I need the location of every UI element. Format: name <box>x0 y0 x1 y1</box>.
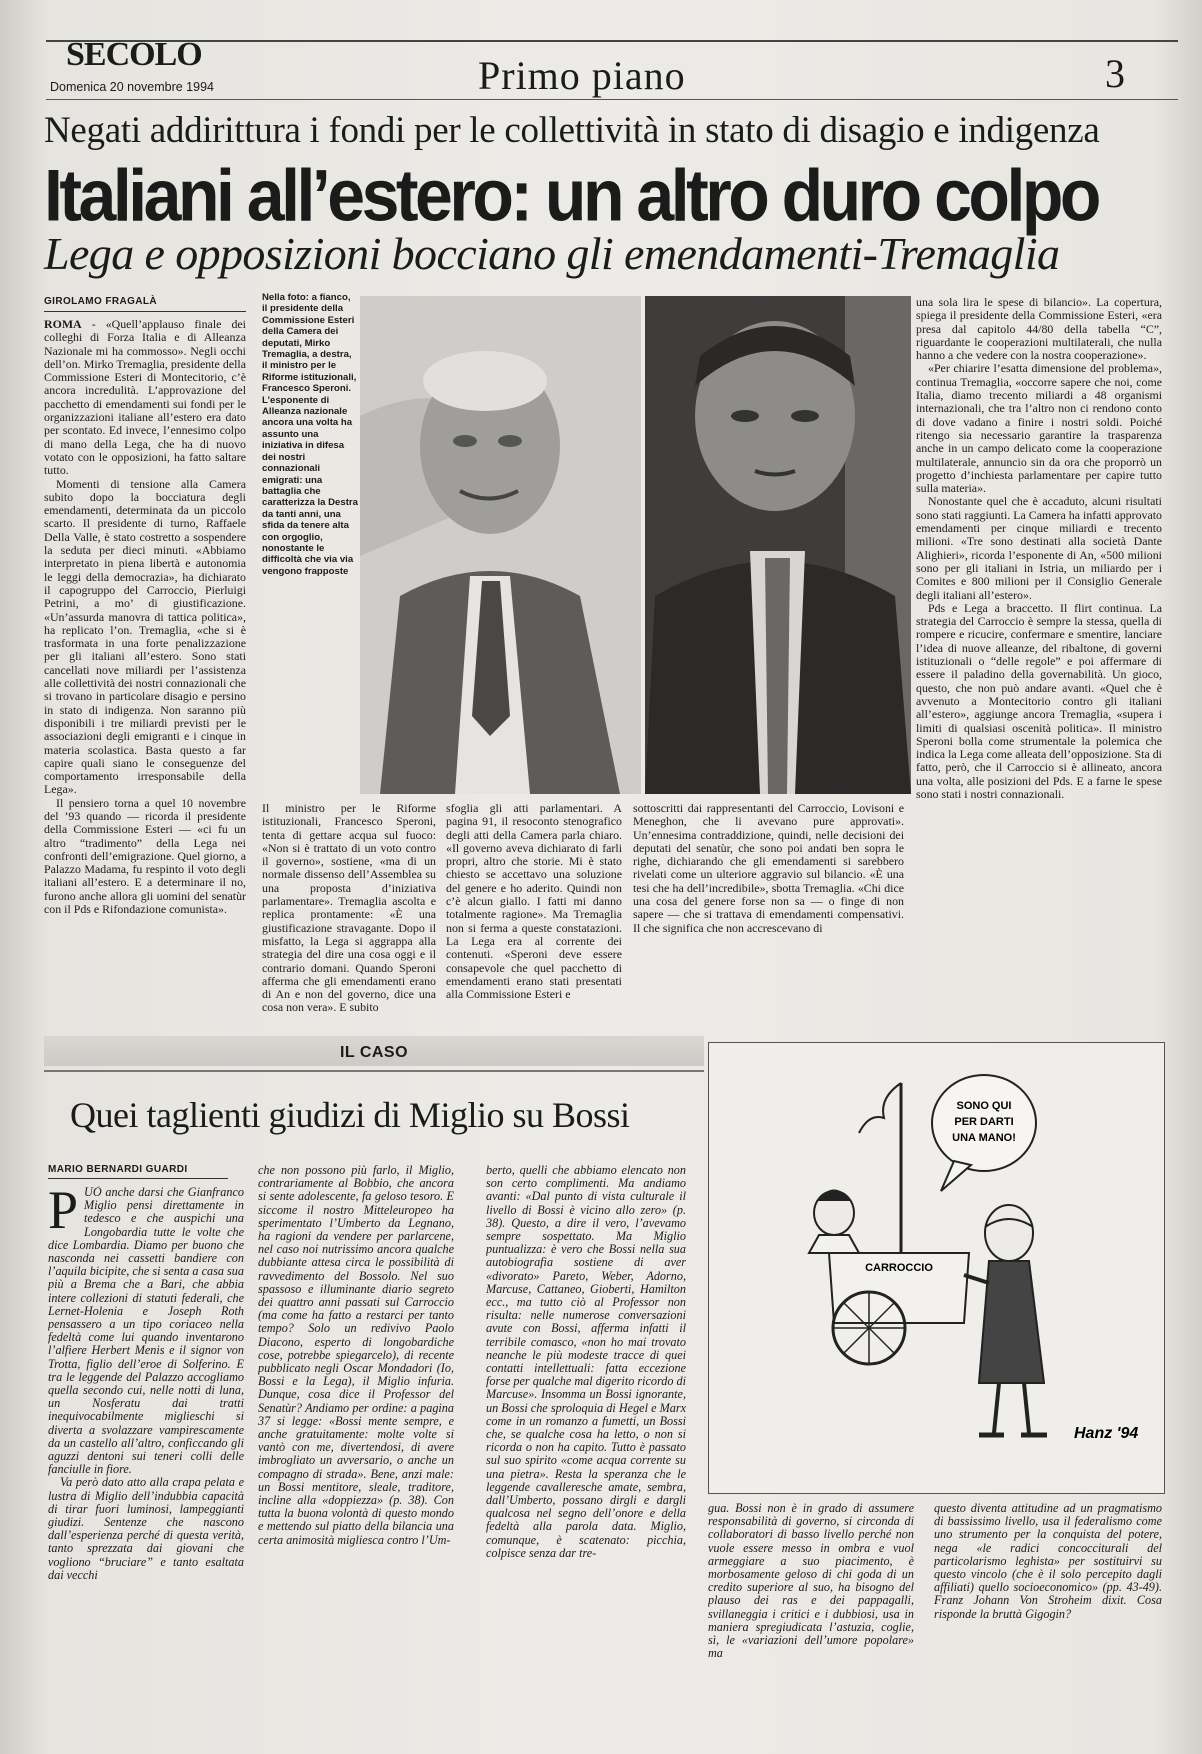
cartoonist-signature: Hanz '94 <box>1074 1425 1139 1442</box>
section-title: Primo piano <box>478 53 686 98</box>
photo-caption: Nella foto: a fianco, il presidente della Commissione Esteri della Camera dei deputati, Mirko Tremaglia, a destra, il ministro per le Riforme istituzionali, Francesco Speroni. L’esponente di Alleanza nazionale ancora una volta ha assunto una iniziativa in difesa dei nostri connazionali emigrati: una battaglia che caratterizza la Destra da tanti anni, una sfida da tenere alta con orgoglio, nonostante le difficoltà che via via vengono frapposte <box>262 292 358 577</box>
caso-paragraph: berto, quelli che abbiamo elencato non son certo complimenti. Ma andiamo avanti: «Dal punto di vista culturale il livello di Bossi è vicino allo zero» (p. 38). Questo, a dire il vero, l’avevamo sempre sospettato. Ma Miglio puntualizza: è vero che Bossi nella sua autobiografia sostiene di aver «divorato» Pareto, Weber, Adorno, Marcuse, Cattaneo, Gioberti, Hamilton ecc., ma tutto ciò al Professor non risulta: nelle numerose conversazioni avute con Bossi, afferma infatti il terribile comasco, «non ho mai trovato neanche le più modeste tracce di quei contatti intellettuali: fatta eccezione forse per qualche mal digerito ricordo di Marcuse». Insomma un Bossi ignorante, un Bossi che sproloquia di Hegel e Marx come in un romanzo a fumetti, un Bossi che, se qualche cosa ha letto, o non si ricorda o non ha capito. Tutto è passato sul suo spirito «come acqua corrente su una pietra». Resta la speranza che le leggende cavalleresche amate, sembra, dall’Umberto, possano dirgli e dargli qualcosa nel segno dell’onore e della fedeltà alla parola data. Miglio, comunque, è scatenato: picchia, colpisce senza dar tre- <box>486 1164 686 1560</box>
article-column-1 <box>44 318 246 1018</box>
article-column-2 <box>262 802 436 1018</box>
caso-paragraph: UÒ anche darsi che Gianfranco Miglio pensi direttamente in tedesco e che auspichi una Longobardia tutte le volte che dice Lombardia. Diamo per buono che nasconda nei cassetti bandiere con l’aquila bicipite, che si senta a casa sua più a Brema che a Bari, che abbia intere collezioni di statuti federali, che Lernet-Holenia e Joseph Roth pensassero a un tipo coriaceo nella fedeltà come lui quando inventarono l’alfiere Herbert Menis e il signor von Trotta, figlio dell’eroe di Solferino. E tra le leggende del Palazzo accogliamo quella secondo cui, nelle notti di luna, un Nosferatu dai tratti inequivocabilmente miglieschi si diverta a svolazzare vampirescamente da un castello all’altro, conficcando gli aguzzi dentoni sui teneri colli delle fanciulle in fiore. <box>48 1186 244 1477</box>
article-paragraph: una sola lira le spese di bilancio». La copertura, spiega il presidente della Commissione Esteri, «era presa dal capitolo 44/80 della tabella “C”, riguardante le cooperazioni multilaterali, che nulla hanno a che vedere con la nostra cooperazione». <box>916 296 1162 363</box>
photo-speroni <box>645 296 911 794</box>
caso-paragraph: Va però dato atto alla crapa pelata e lustra di Miglio dell’indubbia capacità di tirar fuori luminosi, lampeggianti giudizi. Sentenze che nascono dall’esperienza perché di questa verità, tanto sprezzata dai giovani che vogliono “bruciare” e tanto esaltata dai vecchi <box>48 1475 244 1582</box>
drop-cap: P <box>48 1186 79 1240</box>
caso-column-4 <box>708 1502 914 1734</box>
masthead-divider <box>46 99 1178 100</box>
caso-column-2 <box>258 1164 454 1734</box>
caso-label: IL CASO <box>339 1044 409 1061</box>
caso-column-1 <box>48 1186 244 1734</box>
article-paragraph: «Per chiarire l’esatta dimensione del problema», continua Tremaglia, «occorre sapere che noi, come Italia, diamo trecento miliardi a 48 organismi internazionali, che tra l’altro non ci rendono conto di dove vadano a finire i nostri soldi. Poiché ritengo sia necessario garantire la trasparenza anche in un campo delicato come la cooperazione multilaterale, annuncio sin da ora che proporrò un progetto d’inchiesta parlamentare per capire tutto sulla materia». <box>916 361 1162 496</box>
speech-line: UNA MANO! <box>952 1132 1016 1144</box>
caso-headline: Quei taglienti giudizi di Miglio su Bossi <box>70 1095 630 1135</box>
masthead-rule <box>46 40 1178 42</box>
cartoon <box>708 1042 1165 1494</box>
sub-headline: Lega e opposizioni bocciano gli emendamenti-Tremaglia <box>44 228 1060 279</box>
byline-rule <box>48 1178 228 1179</box>
article-column-4 <box>633 802 904 1018</box>
caso-rule <box>44 1070 704 1072</box>
page-number: 3 <box>1105 51 1125 96</box>
newspaper-logo: SECOLO <box>66 36 202 73</box>
cartoon-drawing <box>709 1043 1164 1493</box>
caso-paragraph: questo diventa attitudine ad un pragmatismo di bassissimo livello, usa il federalismo come uno strumento per la conquista del potere, nega «le radici concocciturali del particolarismo leghista» per sostituirvi su questo vincolo (che è il solo percepito dagli affiliati) quello socioeconomico» (pp. 43-49). Franz Johann Von Stroheim dixit. Cosa risponde la bruttà Gigogin? <box>934 1502 1162 1621</box>
kicker-headline: Negati addirittura i fondi per le collettività in stato di disagio e indigenza <box>44 110 1100 151</box>
caso-byline: MARIO BERNARDI GUARDI <box>48 1164 188 1175</box>
photo-tremaglia <box>360 296 641 794</box>
article-paragraph: Il ministro per le Riforme istituzionali, Francesco Speroni, tenta di gettare acqua sul fuoco: «Non si è trattato di un voto contro il governo», sostiene, «ma di un normale dissenso dell’Assemblea su una proposta d’iniziativa parlamentare». Tremaglia ascolta e replica prontamente: «È una giustificazione stravagante. Dopo il misfatto, la Lega si aggrappa alla strategia del dire una cosa oggi e il contrario domani. Quando Speroni afferma che gli emendamenti erano di An e non del governo, dice una cosa non vera». E subito <box>262 802 436 1015</box>
caso-column-3 <box>486 1164 686 1734</box>
byline-rule <box>44 311 246 312</box>
lead-byline: GIROLAMO FRAGALÀ <box>44 296 158 307</box>
article-paragraph: Pds e Lega a braccetto. Il flirt continua. La strategia del Carroccio è sempre la stessa, quella di rompere e ricucire, confermare e smentire, lanciare l’idea di nuove alleanze, del ribaltone, di governi istituzionali o “delle regole” e poi affermare di essere il paladino della governabilità. Un gioco, questo, che non può andare avanti. «Quel che è avvenuto a Montecitorio contro gli italiani all’estero», aggiunge ancora Tremaglia, «supera i limiti di qualsiasi oscenità politica». Il ministro Speroni bolla come strumentale la polemica che indica la Lega come alleata dell’opposizione. Sta di fatto, però, che il Carroccio si è allineato, ancora una volta, alle posizioni del Pds. E a farne le spese sono stati i nostri connazionali. <box>916 600 1162 801</box>
article-paragraph: Nonostante quel che è accaduto, alcuni risultati sono stati raggiunti. La Camera ha infatti approvato emendamenti per cinque miliardi e trecento milioni. «Tre sono destinati alla società Dante Alighieri», ricorda l’esponente di An, «500 milioni sono per gli italiani in Istria, un miliardo per i Comites e 800 milioni per il Consiglio Generale degli italiani all’estero». <box>916 494 1162 602</box>
article-paragraph: sottoscritti dai rappresentanti del Carroccio, Lovisoni e Meneghon, che li avevano pure approvati». Un’ennesima contraddizione, quindi, nelle decisioni dei deputati del senatùr, che sono poi andati ben sopra le righe, dichiarando che gli emendamenti si sarebbero rivelati come un ulteriore aggravio sul bilancio. «È una tesi che ha dell’incredibile», sbotta Tremaglia. «Chi dice una cosa del genere forse non sa — o finge di non sapere — che si trattava di emendamenti compensativi. Il che significa che non accrescevano di <box>633 802 904 935</box>
cart-label: CARROCCIO <box>865 1262 933 1274</box>
caso-column-5 <box>934 1502 1162 1734</box>
article-column-3 <box>446 802 622 1018</box>
speech-line: PER DARTI <box>954 1116 1014 1128</box>
article-paragraph: sfoglia gli atti parlamentari. A pagina 91, il resoconto stenografico degli atti della Camera parla chiaro. «Il governo aveva dichiarato di farli propri, altro che storie. Mi è stato chiesto se accettavo una soluzione del genere e ho aderito. Quindi non c’è alcun giallo. I fatti mi danno totalmente ragione». Ma Tremaglia non si ferma a queste constatazioni. La Lega era al corrente dei contenuti. «Speroni deve essere consapevole che quel pacchetto di emendamenti erano stati presentati alla Commissione Esteri e <box>446 802 622 1002</box>
caso-paragraph: gua. Bossi non è in grado di assumere responsabilità di governo, si circonda di collaboratori di basso livello perché non vuole essere messo in ombra e vuol armeggiare a suo piacimento, è morbosamente geloso di chi goda di un credito superiore al suo, ha bisogno del plauso dei ras e dei pappagalli, svillaneggia i critici e i dubbiosi, usa in maniera spregiudicata l’astuzia, coglie, sì, le «variazioni dell’umore popolare» ma <box>708 1502 914 1661</box>
dateline-place: ROMA <box>44 318 82 331</box>
article-column-5 <box>916 296 1162 1018</box>
article-paragraph: Momenti di tensione alla Camera subito dopo la bocciatura degli emendamenti, determinata da un piccolo scarto. Il presidente di turno, Raffaele Della Valle, è stato costretto a sospendere la seduta per dieci minuti. «Abbiamo interpretato in piena libertà e autonomia le leggi della democrazia», ha dichiarato il capogruppo del Carroccio, Pierluigi Petrini, a mo’ di giustificazione. «Un’assurda manovra di tattica politica», ha replicato l’on. Tremaglia, «che si è trasformata in una forte penalizzazione per gli italiani all’estero. Sono stati cancellati nove miliardi per l’assistenza alle collettività dei nostri connazionali che si trovano in particolare disagio e persino in stato di indigenza. Non saranno più disponibili i tre miliardi previsti per le associazioni degli emigranti e i cinque in materia scolastica. Basta questo a far capire quali siano le conseguenze del comportamento irresponsabile della Lega». <box>44 476 246 797</box>
issue-date: Domenica 20 novembre 1994 <box>50 80 214 94</box>
speech-line: SONO QUI <box>956 1100 1012 1112</box>
article-paragraph: - «Quell’applauso finale dei colleghi di Forza Italia e di Alleanza Nazionale mi ha commosso». Negli occhi dell’on. Mirko Tremaglia, presidente della Commissione Esteri di Montecitorio, c’è ancora incredulità. L’approvazione del pacchetto di emendamenti sui fondi per le organizzazioni italiane all’estero era dato per scontato. Ed invece, l’ennesimo colpo di mano della Lega, che ha di nuovo votato con le opposizioni, ha fatto saltare tutto. <box>44 318 246 478</box>
article-paragraph: Il pensiero torna a quel 10 novembre del ’93 quando — ricorda il presidente della Commissione Esteri — «ci fu un altro “tradimento” della Lega nei confronti dell’emigrazione. Quel giorno, a Palazzo Madama, fu respinto il voto degli italiani all’estero. E a determinare il no, furono anche allora gli uomini del senatùr con il Pds e Rifondazione comunista». <box>44 795 246 917</box>
main-headline: Italiani all’estero: un altro duro colpo <box>44 154 1098 237</box>
caso-paragraph: che non possono più farlo, il Miglio, contrariamente al Bobbio, che ancora si sente adolescente, fa geloso tesoro. E siccome il nostro Mitteleuropeo ha sperimentato l’Umberto da Legnano, ha ragioni da vendere per parlarcene, nel caso noi nutrissimo ancora qualche dubbiante attesa circa le possibilità di ravvedimento del Bossolo. Nel suo spassoso e illuminante diario segreto dei quattro anni passati sul Carroccio (ma come ha fatto a restarci per tanto tempo? Solo un redivivo Paolo Diacono, esperto di longobardiche cose, potrebbe spiegarcelo), di recente pubblicato negli Oscar Mondadori (Io, Bossi e la Lega), il Miglio infuria. Dunque, cosa dice il Professor del Senatùr? Andiamo per ordine: a pagina 37 si legge: «Bossi mente sempre, e anche gratuitamente: molte volte si vantò con me, divertendosi, di avere imbrogliato un avversario, o anche un compagno di strada». Bene, anzi male: un Bossi mentitore, sleale, traditore, incline alla «doppiezza» (p. 38). Con tutta la buona volontà di questo mondo e mettendo sul piatto della bilancia una certa animosità migliesca contro l’Um- <box>258 1164 454 1547</box>
